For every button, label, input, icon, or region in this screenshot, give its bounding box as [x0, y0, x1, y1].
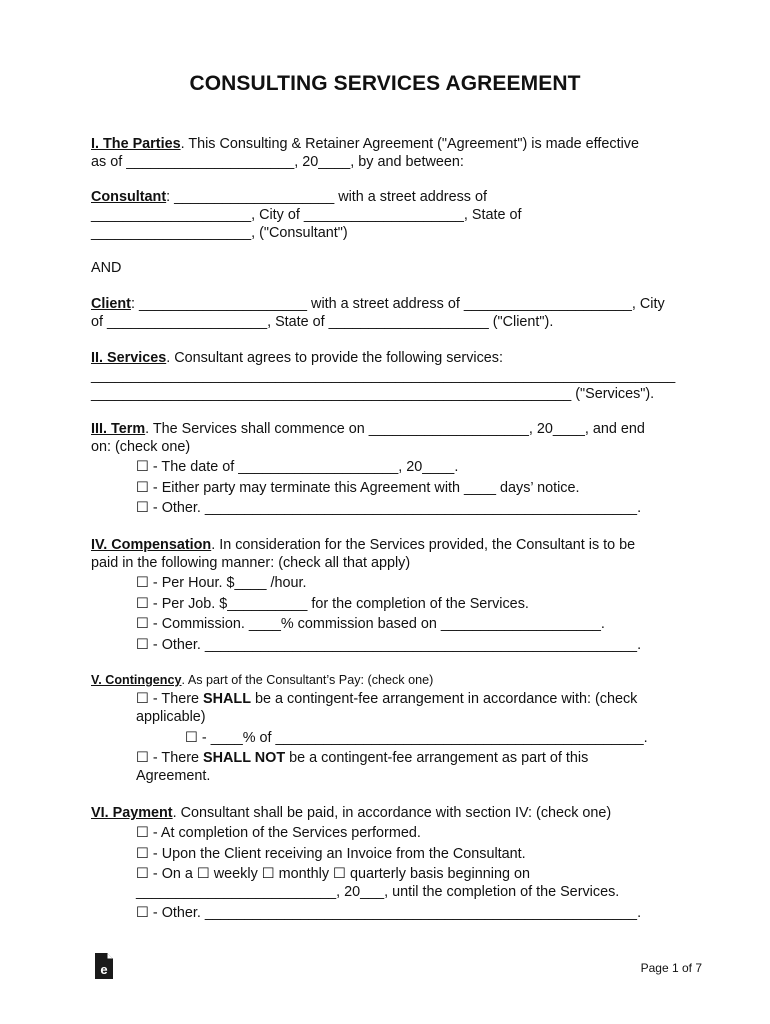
- contingency-heading: V. Contingency: [91, 673, 182, 687]
- compensation-heading: IV. Compensation: [91, 537, 212, 553]
- payment-option-other[interactable]: ☐ - Other. ______________________________________________________.: [136, 905, 642, 921]
- contingency-shall-not-text: be a contingent-fee arrangement as part of this: [285, 750, 589, 766]
- parties-heading: I. The Parties: [91, 136, 181, 152]
- document-title: CONSULTING SERVICES AGREEMENT: [189, 72, 581, 95]
- svg-text:e: e: [100, 962, 108, 977]
- term-line-2: on: (check one): [91, 439, 191, 455]
- consultant-text: : ____________________ with a street address of: [166, 189, 487, 205]
- term-option-either-party[interactable]: ☐ - Either party may terminate this Agreement with ____ days’ notice.: [136, 480, 580, 496]
- contingency-option-shall-not-line-2: Agreement.: [136, 768, 211, 784]
- payment-line-1: [91, 804, 611, 822]
- parties-line-1: [91, 135, 639, 153]
- and-label: AND: [91, 260, 122, 276]
- compensation-option-per-hour[interactable]: ☐ - Per Hour. $____ /hour.: [136, 575, 307, 591]
- client-line-1: [91, 295, 665, 313]
- contingency-shall-text: be a contingent-fee arrangement in accordance with: (check: [251, 691, 638, 707]
- consultant-label: Consultant: [91, 189, 167, 205]
- client-line-2: of ____________________, State of ____________________ ("Client").: [91, 314, 554, 330]
- contingency-shall-emphasis: SHALL: [203, 691, 251, 707]
- client-label: Client: [91, 296, 131, 312]
- term-text: . The Services shall commence on ____________________, 20____, and end: [145, 421, 645, 437]
- client-text: : _____________________ with a street address of _____________________, City: [130, 296, 665, 312]
- consultant-line-2: ____________________, City of ____________________, State of: [91, 207, 522, 223]
- contingency-text: . As part of the Consultant’s Pay: (check one): [181, 673, 434, 687]
- payment-heading: VI. Payment: [91, 805, 173, 821]
- eforms-logo-icon: [93, 952, 115, 980]
- payment-option-invoice[interactable]: ☐ - Upon the Client receiving an Invoice from the Consultant.: [136, 846, 526, 862]
- payment-option-completion[interactable]: ☐ - At completion of the Services performed.: [136, 825, 421, 841]
- compensation-option-commission[interactable]: ☐ - Commission. ____% commission based on ____________________.: [136, 616, 605, 632]
- services-line-1: [91, 349, 503, 367]
- parties-line-2: as of _____________________, 20____, by and between:: [91, 154, 464, 170]
- compensation-option-per-job[interactable]: ☐ - Per Job. $__________ for the completion of the Services.: [136, 596, 529, 612]
- services-line-3: ____________________________________________________________ ("Services").: [91, 386, 655, 402]
- compensation-line-2: paid in the following manner: (check all that apply): [91, 555, 411, 571]
- services-heading: II. Services: [91, 350, 167, 366]
- contingency-sub-option-percent[interactable]: ☐ - ____% of ______________________________________________.: [185, 730, 648, 746]
- contingency-option-shall[interactable]: [136, 690, 637, 708]
- payment-option-periodic-line-2: _________________________, 20___, until the completion of the Services.: [136, 884, 620, 900]
- consultant-line-3: ____________________, ("Consultant"): [91, 225, 348, 241]
- contingency-option-shall-line-2: applicable): [136, 709, 206, 725]
- contingency-shall-prefix: ☐ - There: [136, 691, 204, 707]
- contingency-option-shall-not[interactable]: [136, 749, 588, 767]
- services-line-2: _________________________________________________________________________: [91, 368, 676, 384]
- term-option-other[interactable]: ☐ - Other. ______________________________________________________.: [136, 500, 642, 516]
- compensation-option-other[interactable]: ☐ - Other. ______________________________________________________.: [136, 637, 642, 653]
- payment-option-periodic[interactable]: ☐ - On a ☐ weekly ☐ monthly ☐ quarterly basis beginning on: [136, 866, 530, 882]
- parties-text: . This Consulting & Retainer Agreement ("Agreement") is made effective: [180, 136, 639, 152]
- compensation-text: . In consideration for the Services provided, the Consultant is to be: [211, 537, 636, 553]
- term-line-1: [91, 420, 645, 438]
- page-number: Page 1 of 7: [640, 961, 702, 975]
- services-text: . Consultant agrees to provide the following services:: [166, 350, 503, 366]
- term-option-date[interactable]: ☐ - The date of ____________________, 20____.: [136, 459, 459, 475]
- payment-text: . Consultant shall be paid, in accordance with section IV: (check one): [172, 805, 612, 821]
- consultant-line-1: [91, 188, 487, 206]
- compensation-line-1: [91, 536, 635, 554]
- contingency-shall-not-prefix: ☐ - There: [136, 750, 204, 766]
- term-heading: III. Term: [91, 421, 146, 437]
- contingency-shall-not-emphasis: SHALL NOT: [203, 750, 286, 766]
- contingency-line-1: [91, 671, 433, 689]
